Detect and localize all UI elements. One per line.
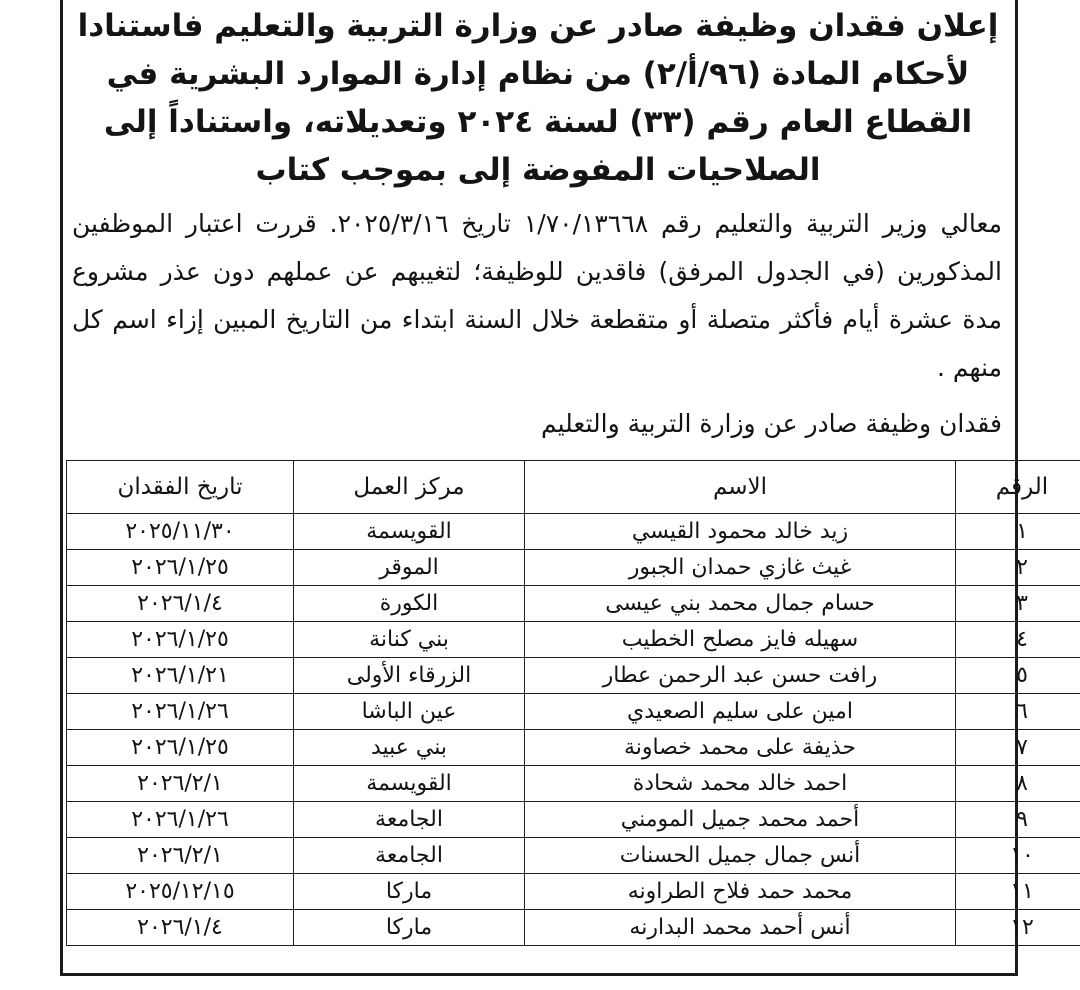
- row-name: زيد خالد محمود القيسي: [525, 514, 956, 550]
- announcement-body: معالي وزير التربية والتعليم رقم ١/٧٠/١٣٦٦٨ تاريخ ٢٠٢٥/٣/١٦. قررت اعتبار الموظفين المذكورين (في الجدول المرفق) فاقدين للوظيفة؛ لتغيبهم عن عملهم دون عذر مشروع مدة عشرة أيام فأكثر متصلة أو متقطعة خلال السنة ابتداء من التاريخ المبين إزاء اسم كل منهم .: [72, 209, 1002, 382]
- table-row: [67, 910, 1080, 946]
- row-work-center: بني كنانة: [294, 622, 525, 658]
- table-row: [67, 550, 1080, 586]
- row-name: أنس جمال جميل الحسنات: [525, 838, 956, 874]
- row-name: احمد خالد محمد شحادة: [525, 766, 956, 802]
- row-loss-date: ٢٠٢٥/١٢/١٥: [67, 874, 294, 910]
- row-number: ٦: [956, 694, 1080, 730]
- row-work-center: القويسمة: [294, 766, 525, 802]
- table-row: [67, 622, 1080, 658]
- row-work-center: عين الباشا: [294, 694, 525, 730]
- row-number: ١٢: [956, 910, 1080, 946]
- table-row: [67, 694, 1080, 730]
- row-loss-date: ٢٠٢٥/١١/٣٠: [67, 514, 294, 550]
- header-work-center: مركز العمل: [294, 461, 525, 514]
- table-header-row: [67, 461, 1080, 514]
- row-name: أحمد محمد جميل المومني: [525, 802, 956, 838]
- row-loss-date: ٢٠٢٦/٢/١: [67, 766, 294, 802]
- header-name: الاسم: [525, 461, 956, 514]
- row-loss-date: ٢٠٢٦/١/٢٥: [67, 730, 294, 766]
- table-row: [67, 802, 1080, 838]
- row-work-center: القويسمة: [294, 514, 525, 550]
- row-work-center: الزرقاء الأولى: [294, 658, 525, 694]
- row-loss-date: ٢٠٢٦/١/٢٥: [67, 622, 294, 658]
- row-work-center: الموقر: [294, 550, 525, 586]
- row-number: ٥: [956, 658, 1080, 694]
- row-loss-date: ٢٠٢٦/١/٢٦: [67, 694, 294, 730]
- row-name: محمد حمد فلاح الطراونه: [525, 874, 956, 910]
- table-row: [67, 766, 1080, 802]
- employees-table: [66, 460, 1080, 946]
- row-number: ٩: [956, 802, 1080, 838]
- header-number: الرقم: [956, 461, 1080, 514]
- row-number: ٧: [956, 730, 1080, 766]
- row-number: ٨: [956, 766, 1080, 802]
- row-loss-date: ٢٠٢٦/٢/١: [67, 838, 294, 874]
- row-work-center: الجامعة: [294, 838, 525, 874]
- announcement-heading: إعلان فقدان وظيفة صادر عن وزارة التربية والتعليم فاستنادا لأحكام المادة (٩٦/أ/٢) من نظام إدارة الموارد البشرية في القطاع العام رقم (٣٣) لسنة ٢٠٢٤ وتعديلاته، واستناداً إلى الصلاحيات المفوضة إلى بموجب كتاب: [77, 8, 999, 188]
- row-name: سهيله فايز مصلح الخطيب: [525, 622, 956, 658]
- row-number: ٣: [956, 586, 1080, 622]
- row-loss-date: ٢٠٢٦/١/٢٥: [67, 550, 294, 586]
- row-number: ٤: [956, 622, 1080, 658]
- header-loss-date: تاريخ الفقدان: [67, 461, 294, 514]
- table-row: [67, 586, 1080, 622]
- row-loss-date: ٢٠٢٦/١/٤: [67, 910, 294, 946]
- row-name: حسام جمال محمد بني عيسى: [525, 586, 956, 622]
- table-row: [67, 514, 1080, 550]
- row-number: ١١: [956, 874, 1080, 910]
- table-row: [67, 730, 1080, 766]
- table-row: [67, 874, 1080, 910]
- row-name: أنس أحمد محمد البدارنه: [525, 910, 956, 946]
- row-number: ٢: [956, 550, 1080, 586]
- row-name: رافت حسن عبد الرحمن عطار: [525, 658, 956, 694]
- table-row: [67, 658, 1080, 694]
- row-number: ١: [956, 514, 1080, 550]
- row-name: غيث غازي حمدان الجبور: [525, 550, 956, 586]
- row-work-center: ماركا: [294, 874, 525, 910]
- row-name: امين على سليم الصعيدي: [525, 694, 956, 730]
- row-work-center: الكورة: [294, 586, 525, 622]
- announcement-subheading: فقدان وظيفة صادر عن وزارة التربية والتعليم: [540, 409, 1002, 438]
- row-work-center: الجامعة: [294, 802, 525, 838]
- row-number: ١٠: [956, 838, 1080, 874]
- row-work-center: ماركا: [294, 910, 525, 946]
- row-loss-date: ٢٠٢٦/١/٢١: [67, 658, 294, 694]
- row-name: حذيفة على محمد خصاونة: [525, 730, 956, 766]
- row-loss-date: ٢٠٢٦/١/٤: [67, 586, 294, 622]
- row-loss-date: ٢٠٢٦/١/٢٦: [67, 802, 294, 838]
- table-row: [67, 838, 1080, 874]
- row-work-center: بني عبيد: [294, 730, 525, 766]
